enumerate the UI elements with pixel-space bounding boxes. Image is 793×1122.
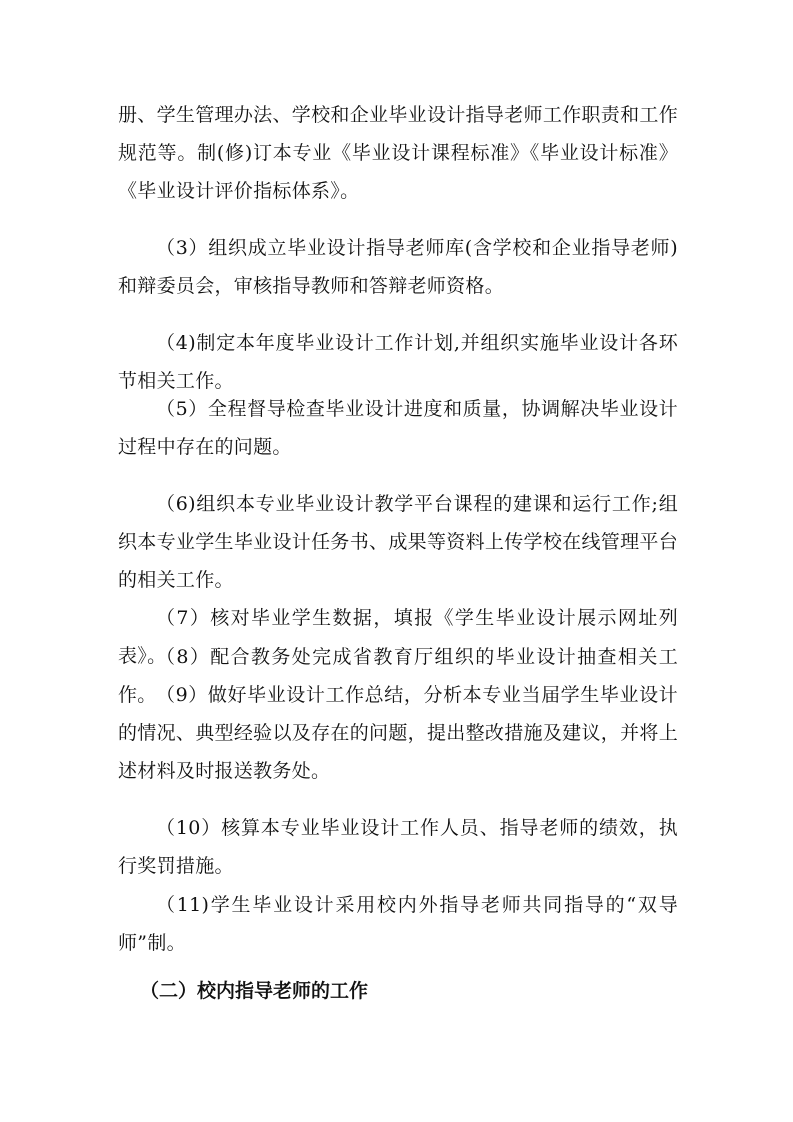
paragraph-item-6: （6)组织本专业毕业设计教学平台课程的建课和运行工作;组织本专业学生毕业设计任务书、成果等资料上传学校在线管理平台的相关工作。 xyxy=(118,493,678,591)
paragraph-item-5: （5）全程督导检查毕业设计进度和质量，协调解决毕业设计过程中存在的问题。 xyxy=(118,398,678,458)
paragraph-item-4: （4)制定本年度毕业设计工作计划,并组织实施毕业设计各环节相关工作。 xyxy=(118,332,678,392)
paragraph-item-11: （11)学生毕业设计采用校内外指导老师共同指导的“双导师”制。 xyxy=(118,894,678,954)
section-heading: （二）校内指导老师的工作 xyxy=(140,980,369,1002)
paragraph-item-10: （10）核算本专业毕业设计工作人员、指导老师的绩效，执行奖罚措施。 xyxy=(118,817,678,877)
paragraph-continuation: 册、学生管理办法、学校和企业毕业设计指导老师工作职责和工作规范等。制(修)订本专业《毕业设计课程标准》《毕业设计标准》《毕业设计评价指标体系》。 xyxy=(118,104,678,202)
paragraph-item-3: （3）组织成立毕业设计指导老师库(含学校和企业指导老师)和辩委员会，审核指导教师和答辩老师资格。 xyxy=(118,237,678,297)
paragraph-item-9: （9）做好毕业设计工作总结，分析本专业当届学生毕业设计的情况、典型经验以及存在的问题，提出整改措施及建议，并将上述材料及时报送教务处。 xyxy=(118,684,678,782)
paragraph-item-8: （8）配合教务处完成省教育厅组织的毕业设计抽查相关工作。 xyxy=(118,646,678,706)
paragraph-item-7: （7）核对毕业学生数据，填报《学生毕业设计展示网址列表》。 xyxy=(118,607,678,667)
